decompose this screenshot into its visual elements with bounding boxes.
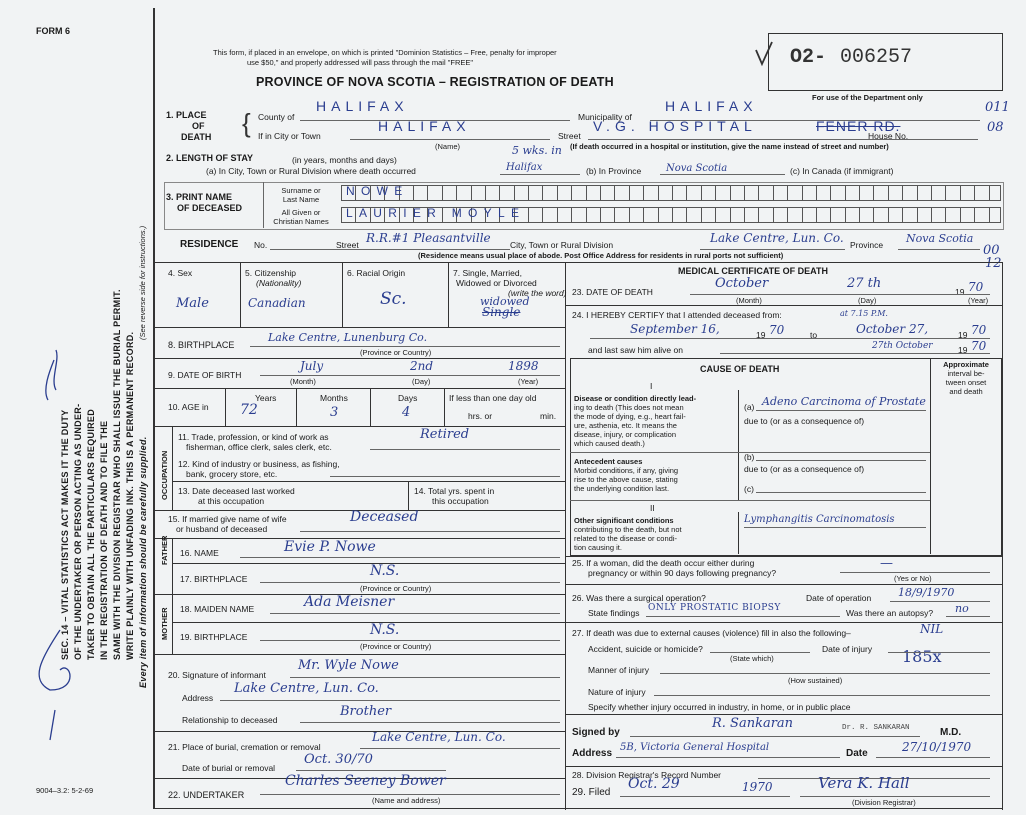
citizenship-value: Canadian	[248, 296, 306, 310]
other-label-2: contributing to the death, but not	[574, 525, 682, 534]
letter-cell	[860, 186, 874, 200]
spouse-label-2: or husband of deceased	[176, 524, 268, 534]
informant-value: Mr. Wyle Nowe	[298, 658, 399, 673]
undertaker-value: Charles Seeney Bower	[285, 773, 446, 789]
spouse-label-1: 15. If married give name of wife	[168, 514, 287, 524]
letter-cell	[615, 208, 629, 222]
form-number: FORM 6	[36, 26, 71, 36]
signer-address-label: Address	[572, 748, 613, 759]
disease-label-3: the mode of dying, e.g., heart fail-	[574, 412, 686, 421]
accident-label: Accident, suicide or homicide?	[588, 644, 703, 654]
specify-label: Specify whether injury occurred in industry, in home, or in public place	[588, 702, 851, 712]
antecedent-label-1: Antecedent causes	[574, 457, 643, 466]
letter-cell	[731, 208, 745, 222]
age-label: 10. AGE in	[168, 402, 209, 412]
name-label-1: 3. PRINT NAME	[166, 192, 233, 202]
department-code-4: 12	[985, 256, 1002, 271]
signer-name: Dr. R. SANKARAN	[842, 724, 910, 732]
interval-label-3: tween onset	[945, 378, 987, 387]
mother-birthplace-label: 19. BIRTHPLACE	[180, 632, 248, 642]
last-seen-value: 27th October	[872, 341, 933, 351]
dob-month-caption: (Month)	[290, 377, 316, 386]
letter-cell	[874, 186, 888, 200]
stay-b-label: (b) In Province	[586, 166, 642, 176]
postal-notice-2: use $50," and properly addressed will pass through the mail "FREE"	[247, 58, 474, 67]
department-code-3: 00	[983, 243, 1000, 258]
name-label-2: OF DECEASED	[177, 203, 243, 213]
sec14-line-1: SEC. 14 – VITAL STATISTICS ACT MAKES IT THE DUTY	[60, 409, 70, 660]
nationality-label: (Nationality)	[256, 278, 302, 288]
stay-b-value: Nova Scotia	[666, 163, 728, 174]
medical-title: MEDICAL CERTIFICATE OF DEATH	[678, 266, 828, 276]
letter-cell	[903, 208, 917, 222]
disease-label-2: ing to death (This does not mean	[574, 403, 684, 412]
md-label: M.D.	[940, 727, 962, 738]
death-year-value: 70	[968, 280, 984, 294]
industry-label-2: bank, grocery store, etc.	[186, 469, 278, 479]
surname-label-2: Last Name	[282, 195, 320, 204]
letter-cell	[759, 186, 773, 200]
racial-origin-label: 6. Racial Origin	[347, 268, 406, 278]
letter-cell	[543, 208, 557, 222]
letter-cell	[975, 186, 989, 200]
father-birthplace-label: 17. BIRTHPLACE	[180, 574, 248, 584]
external-value: NIL	[920, 622, 944, 636]
filed-label: 29. Filed	[572, 787, 611, 798]
letter-cell	[745, 186, 759, 200]
letter-cell	[817, 208, 831, 222]
residence-city-label: City, Town or Rural Division	[510, 240, 614, 250]
external-label: 27. If death was due to external causes (violence) fill in also the following–	[572, 628, 851, 638]
other-label-1: Other significant conditions	[574, 516, 674, 525]
marital-value-widowed: widowed	[480, 295, 530, 308]
stay-c-label: (c) In Canada (if immigrant)	[790, 166, 894, 176]
autopsy-value: no	[955, 602, 969, 615]
filed-month-value: Oct. 29	[628, 776, 680, 792]
letter-cell	[630, 208, 644, 222]
death-day-caption: (Day)	[858, 296, 877, 305]
total-years-label-2: this occupation	[432, 496, 489, 506]
letter-cell	[932, 208, 946, 222]
residence-street-value: R.R.#1 Pleasantville	[366, 231, 491, 245]
stay-sub-label: (in years, months and days)	[292, 155, 397, 165]
attended-from-year: 70	[769, 323, 785, 337]
dob-day: 2nd	[410, 359, 434, 373]
check-mark	[752, 40, 776, 68]
letter-cell	[759, 208, 773, 222]
letter-cell	[529, 208, 543, 222]
letter-cell	[846, 208, 860, 222]
other-label-3: related to the disease or condi-	[574, 534, 677, 543]
father-birthplace-value: N.S.	[370, 563, 400, 579]
county-label: County of	[258, 112, 295, 122]
burial-place-value: Lake Centre, Lun. Co.	[372, 730, 506, 744]
given-label-2: Christian Names	[273, 217, 329, 226]
maiden-name-value: Ada Meisner	[304, 594, 395, 610]
municipality-label: Municipality of	[578, 112, 632, 122]
filed-year-value: 1970	[742, 780, 773, 794]
registrar-signature: Vera K. Hall	[818, 774, 910, 792]
dob-label: 9. DATE OF BIRTH	[168, 370, 242, 380]
form-title: PROVINCE OF NOVA SCOTIA – REGISTRATION OF DEATH	[256, 75, 614, 89]
sex-label: 4. Sex	[168, 268, 193, 278]
letter-cell	[831, 208, 845, 222]
sec14-line-3: TAKER TO OBTAIN ALL THE PARTICULARS REQUIRED	[86, 408, 96, 660]
letter-cell	[443, 186, 457, 200]
cause-title: CAUSE OF DEATH	[700, 364, 780, 374]
surname-label-1: Surname or	[281, 186, 321, 195]
injury-date-value: 185x	[902, 647, 942, 666]
letter-cell	[946, 186, 960, 200]
residence-province-label: Province	[850, 240, 884, 250]
given-name-value: LAURIER MOYLE	[346, 206, 526, 220]
letter-cell	[918, 208, 932, 222]
manner-label: Manner of injury	[588, 665, 649, 675]
sign-date-label: Date	[846, 748, 868, 759]
stay-a-duration: 5 wks. in	[512, 144, 562, 157]
postal-notice-1: This form, if placed in an envelope, on which is printed "Dominion Statistics – Free, penalty for improper	[213, 48, 557, 57]
antecedent-label-2: Morbid conditions, if any, giving	[574, 466, 679, 475]
burial-place-label: 21. Place of burial, cremation or removal	[168, 742, 321, 752]
signature-value: R. Sankaran	[712, 716, 794, 731]
age-days-label: Days	[398, 393, 418, 403]
department-use-label: For use of the Department only	[812, 93, 923, 102]
how-sustained-caption: (How sustained)	[788, 676, 843, 685]
nature-label: Nature of injury	[588, 687, 646, 697]
surname-grid	[341, 185, 1001, 201]
birthplace-caption: (Province or Country)	[360, 348, 432, 357]
age-months-label: Months	[320, 393, 348, 403]
undertaker-label: 22. UNDERTAKER	[168, 790, 245, 800]
letter-cell	[644, 186, 658, 200]
undertaker-caption: (Name and address)	[372, 796, 441, 805]
every-item-note: Every item of information should be carefully supplied.	[138, 436, 148, 688]
death-day-value: 27 th	[847, 276, 882, 291]
place-label: 1. PLACE	[166, 110, 207, 120]
letter-cell	[918, 186, 932, 200]
marital-label-2: Widowed or Divorced	[456, 278, 537, 288]
registrar-caption: (Division Registrar)	[852, 798, 916, 807]
antecedent-label-3: rise to the above cause, stating	[574, 475, 678, 484]
letter-cell	[788, 186, 802, 200]
city-label: If in City or Town	[258, 131, 321, 141]
print-code: 9004–3.2: 5-2-69	[36, 786, 94, 795]
letter-cell	[975, 208, 989, 222]
letter-cell	[515, 186, 529, 200]
letter-cell	[630, 186, 644, 200]
letter-cell	[903, 186, 917, 200]
age-years-value: 72	[240, 402, 258, 418]
age-months-value: 3	[330, 405, 339, 420]
municipality-value: HALIFAX	[665, 98, 758, 114]
state-which-caption: (State which)	[730, 654, 774, 663]
industry-label-1: 12. Kind of industry or business, as fishing,	[178, 459, 340, 469]
stay-label: 2. LENGTH OF STAY	[166, 153, 254, 163]
letter-cell	[486, 186, 500, 200]
letter-cell	[587, 186, 601, 200]
attended-to-year-prefix: 19	[958, 330, 968, 340]
cause-a-value: Adeno Carcinoma of Prostate	[762, 395, 926, 408]
woman-label-2: pregnancy or within 90 days following pregnancy?	[588, 568, 777, 578]
dob-year: 1898	[508, 359, 539, 373]
letter-cell	[529, 186, 543, 200]
dob-day-caption: (Day)	[412, 377, 431, 386]
letter-cell	[572, 208, 586, 222]
street-value: V.G. HOSPITAL	[593, 118, 757, 134]
letter-cell	[615, 186, 629, 200]
operation-label: 26. Was there a surgical operation?	[572, 593, 706, 603]
mother-birthplace-value: N.S.	[370, 622, 400, 638]
age-years-label: Years	[255, 393, 277, 403]
letter-cell	[601, 186, 615, 200]
trade-value: Retired	[420, 427, 470, 442]
letter-cell	[558, 208, 572, 222]
letter-cell	[889, 186, 903, 200]
department-code-1: 011	[985, 100, 1010, 115]
residence-province-value: Nova Scotia	[906, 232, 974, 245]
letter-cell	[673, 208, 687, 222]
letter-cell	[932, 186, 946, 200]
racial-origin-value: Sc.	[380, 289, 407, 309]
letter-cell	[946, 208, 960, 222]
citizenship-label: 5. Citizenship	[245, 268, 297, 278]
informant-address-label: Address	[182, 693, 214, 703]
sec14-line-5: SAME WITH THE DIVISION REGISTRAR WHO SHALL ISSUE THE BURIAL PERMIT.	[112, 289, 122, 660]
less-than-day-label: If less than one day old	[449, 393, 537, 403]
last-worked-label-2: at this occupation	[198, 496, 265, 506]
roman-one: I	[650, 381, 653, 391]
residence-note: (Residence means usual place of abode. Post Office Address for residents in rural ports not sufficient)	[418, 251, 784, 260]
letter-cell	[472, 186, 486, 200]
disease-label-6: which caused death.)	[574, 439, 645, 448]
house-number-label: House No.	[868, 131, 909, 141]
disease-label-1: Disease or condition directly lead-	[574, 394, 697, 403]
signed-by-label: Signed by	[572, 727, 620, 738]
last-seen-year-prefix: 19	[958, 345, 968, 355]
last-worked-label-1: 13. Date deceased last worked	[178, 486, 295, 496]
letter-cell	[687, 186, 701, 200]
dob-month: July	[300, 359, 324, 373]
mother-birthplace-caption: (Province or Country)	[360, 642, 432, 651]
city-name-caption: (Name)	[435, 142, 461, 151]
hours-label: hrs. or	[468, 411, 493, 421]
letter-cell	[745, 208, 759, 222]
hospital-note: (If death occurred in a hospital or institution, give the name instead of street and number)	[570, 142, 889, 151]
injury-date-label: Date of injury	[822, 644, 873, 654]
signer-address-value: 5B, Victoria General Hospital	[620, 742, 770, 753]
interval-label-1: Approximate	[943, 360, 989, 369]
interval-label-4: and death	[949, 387, 983, 396]
letter-cell	[803, 208, 817, 222]
letter-cell	[846, 186, 860, 200]
cause-a-label: (a)	[744, 402, 755, 412]
disease-label-4: ure, asthenia, etc. It means the	[574, 421, 677, 430]
operation-date-value: 18/9/1970	[898, 586, 955, 599]
last-seen-label: and last saw him alive on	[588, 345, 683, 355]
findings-value: ONLY PROSTATIC BIOPSY	[648, 603, 781, 613]
total-years-label-1: 14. Total yrs. spent in	[414, 486, 495, 496]
place-label-of: OF	[192, 121, 205, 131]
attended-from-year-prefix: 19	[756, 330, 766, 340]
antecedent-label-4: the underlying condition last.	[574, 484, 670, 493]
attended-to-year: 70	[971, 323, 987, 337]
margin-rule	[153, 8, 155, 808]
residence-no-label: No.	[254, 240, 268, 250]
sec14-line-2: OF THE UNDERTAKER OR PERSON ACTING AS UNDER-	[73, 403, 83, 660]
letter-cell	[716, 186, 730, 200]
reverse-note: (See reverse side for instructions.)	[138, 225, 147, 340]
letter-cell	[817, 186, 831, 200]
record-number-label: 28. Division Registrar's Record Number	[572, 770, 722, 780]
cause-b-label: (b)	[744, 452, 755, 462]
operation-date-label: Date of operation	[806, 593, 872, 603]
birthplace-value: Lake Centre, Lunenburg Co.	[268, 331, 428, 344]
mother-side-label: MOTHER	[160, 607, 169, 640]
to-label: to	[810, 330, 818, 340]
sec14-line-4: IN THE REGISTRATION OF DEATH AND TO FILE THE	[99, 420, 109, 660]
marital-label-3: (write the word)	[508, 288, 567, 298]
letter-cell	[961, 186, 975, 200]
letter-cell	[874, 208, 888, 222]
letter-cell	[572, 186, 586, 200]
relationship-label: Relationship to deceased	[182, 715, 278, 725]
death-month-caption: (Month)	[736, 296, 762, 305]
trade-label-1: 11. Trade, profession, or kind of work as	[178, 432, 329, 442]
father-name-label: 16. NAME	[180, 548, 219, 558]
letter-cell	[428, 186, 442, 200]
yes-no-caption: (Yes or No)	[894, 574, 932, 583]
letter-cell	[644, 208, 658, 222]
letter-cell	[803, 186, 817, 200]
age-days-value: 4	[402, 405, 411, 420]
spouse-value: Deceased	[350, 509, 419, 525]
roman-two: II	[650, 503, 655, 513]
county-value: HALIFAX	[316, 98, 409, 114]
registration-prefix: O2-	[790, 46, 827, 69]
letter-cell	[558, 186, 572, 200]
birthplace-label: 8. BIRTHPLACE	[168, 340, 235, 350]
letter-cell	[731, 186, 745, 200]
woman-value: —	[880, 556, 893, 571]
letter-cell	[788, 208, 802, 222]
letter-cell	[587, 208, 601, 222]
disease-label-5: disease, injury, or complication	[574, 430, 676, 439]
letter-cell	[860, 208, 874, 222]
street-label: Street	[558, 131, 581, 141]
woman-label-1: 25. If a woman, did the death occur either during	[572, 558, 755, 568]
findings-label: State findings	[588, 608, 640, 618]
letter-cell	[659, 208, 673, 222]
dob-year-caption: (Year)	[518, 377, 539, 386]
letter-cell	[687, 208, 701, 222]
minutes-label: min.	[540, 411, 557, 421]
autopsy-label: Was there an autopsy?	[846, 608, 934, 618]
death-year-caption: (Year)	[968, 296, 989, 305]
letter-cell	[774, 186, 788, 200]
attended-to-value: October 27,	[856, 322, 929, 336]
residence-city-value: Lake Centre, Lun. Co.	[710, 231, 844, 245]
trade-label-2: fisherman, office clerk, sales clerk, etc.	[186, 442, 332, 452]
father-side-label: FATHER	[160, 535, 169, 565]
street-struck: FENER RD.	[816, 118, 901, 134]
other-label-4: tion causing it.	[574, 543, 622, 552]
death-registration-form: FORM 6 SEC. 14 – VITAL STATISTICS ACT MAKES IT THE DUTY OF THE UNDERTAKER OR PERSON ACTING AS UNDER- TAKER TO OBTAIN ALL THE PARTICULARS REQUIRED IN THE REGISTRATION OF DEATH AND TO FILE THE SAME WITH THE DIVISION REGISTRAR WHO SHALL ISSUE THE BURIAL PERMIT. WRITE PLAINLY WITH UNFADING INK. THIS IS A PERMANENT RECORD. Every item of information should be carefully supplied. (See reverse side for instructions.) 9004–3.2: 5-2-69 This form, if placed in an envelope, on which is printed "Dominion Statistics – Free, penalty for improper use $50," and properly addressed will pass through the mail "FREE" PROVINCE OF NOVA SCOTIA – REGISTRATION OF DEATH O2- 006257 For use of the Department only 011 08 00 12 1. PLACE OF DEATH { County of HALIFAX Municipality of HALIFAX If in City or Town HALIFAX (Name) Street V.G. HOSPITAL FENER RD. House No. (If death occurred in a hospital or institution, give the name instead of street and number) 2. LENGTH OF STAY (in years, months and days) (a) In City, Town or Rural Division where death occurred 5 wks. in Halifax (b) In Province Nova Scotia (c) In Canada (if immigrant) 3. PRINT NAME OF DECEASED Surname or Last Name All Given or Christian Names NOWE LAURIER MOYLE RESIDENCE No. Street R.R.#1 Pleasantville City, Town or Rural Division Lake Centre, Lun. Co. Province Nova Scotia (Residence means usual place of abode. Post Office Address for residents in rural ports not sufficient) 4. Sex Male 5. Citizenship (Nationality) Canadian 6. Racial Origin Sc. 7. Single, Married, Widowed or Divorced (write the word) widowed Single 8. BIRTHPLACE Lake Centre, Lunenburg Co. (Province or Country) 9. DATE OF BIRTH July 2nd 1898 (Month) (Day) (Year) 10. AGE in Years 72 Months 3 Days 4 If less than one day old hrs. or min. OCCUPATION 11. Trade, profession, or kind of work as fisherman, office clerk, sales clerk, etc. Retired 12. Kind of industry or business, as fishing, bank, grocery store, etc. 13. Date deceased last worked at this occupation 14. Total yrs. spent in this occupation 15. If married give name of wife or husband of deceased Deceased FATHER 16. NAME Evie P. Nowe 17. BIRTHPLACE N.S. (Province or Country) MOTHER 18. MAIDEN NAME Ada Meisner 19. BIRTHPLACE N.S. (Province or Country) 20. Signature of informant Mr. Wyle Nowe Address Lake Centre, Lun. Co. Relationship to deceased Brother 21. Place of burial, cremation or removal Lake Centre, Lun. Co. Date of burial or removal Oct. 30/70 22. UNDERTAKER Charles Seeney Bower (Name and address) MEDICAL CERTIFICATE OF DEATH 23. DATE OF DEATH October 27 th 19 70 (Month) (Day) (Year) 24. I HEREBY CERTIFY that I attended deceased from: at 7.15 P.M. September 16, 19 70 to October 27, 19 70 and last saw him alive on 27th October 19 70 CAUSE OF DEATH Approximate interval be- tween onset and death I Disease or condition directly lead- ing to death (This does not mean the mode of dying, e.g., heart fail- ure, asthenia, etc. It means the disease, injury, or complication which caused death.) (a) Adeno Carcinoma of Prostate due to (or as a consequence of) Antecedent causes Morbid conditions, if any, giving rise to the above cause, stating the underlying condition last. (b) due to (or as a consequence of) (c) II Other significant conditions contributing to the death, but not related to the disease or condi- tion causing it. Lymphangitis Carcinomatosis 25. If a woman, did the death occur either during pregnancy or within 90 days following pregnancy? — (Yes or No) 26. Was there a surgical operation? Date of operation 18/9/1970 State findings ONLY PROSTATIC BIOPSY Was there an autopsy? no 27. If death was due to external causes (violence) fill in also the following– NIL Accident, suicide or homicide? Date of injury 185x (State which) Manner of injury (How sustained) Nature of injury Specify whether injury occurred in industry, in home, or in public place Signed by R. Sankaran Dr. R. SANKARAN M.D. Address 5B, Victoria General Hospital Date 27/10/1970 28. Division Registrar's Record Number 29. Filed Oct. 29 1970 Vera K. Hall (Division Registrar)	[0, 0, 1026, 815]
attended-from-value: September 16,	[630, 322, 720, 336]
letter-cell	[659, 186, 673, 200]
letter-cell	[500, 186, 514, 200]
department-code-2: 08	[987, 120, 1004, 135]
letter-cell	[543, 186, 557, 200]
sec14-line-6: WRITE PLAINLY WITH UNFADING INK. THIS IS A PERMANENT RECORD.	[125, 331, 135, 660]
sign-date-value: 27/10/1970	[902, 740, 972, 754]
father-birthplace-caption: (Province or Country)	[360, 584, 432, 593]
interval-label-2: interval be-	[947, 369, 985, 378]
relationship-value: Brother	[340, 704, 392, 719]
burial-date-value: Oct. 30/70	[304, 752, 373, 767]
time-note: at 7.15 P.M.	[840, 309, 888, 318]
death-month-value: October	[715, 276, 769, 291]
letter-cell	[702, 186, 716, 200]
surname-value: NOWE	[346, 184, 409, 198]
city-value: HALIFAX	[378, 118, 471, 134]
margin-scribble	[20, 330, 80, 750]
given-label-1: All Given or	[281, 208, 321, 217]
marital-label-1: 7. Single, Married,	[453, 268, 522, 278]
letter-cell	[961, 208, 975, 222]
informant-address-value: Lake Centre, Lun. Co.	[234, 681, 379, 696]
death-year-prefix: 19	[955, 287, 965, 297]
residence-label: RESIDENCE	[180, 239, 239, 250]
stay-a-label: (a) In City, Town or Rural Division where death occurred	[206, 166, 416, 176]
maiden-name-label: 18. MAIDEN NAME	[180, 604, 255, 614]
letter-cell	[716, 208, 730, 222]
letter-cell	[702, 208, 716, 222]
father-name-value: Evie P. Nowe	[284, 539, 376, 555]
burial-date-label: Date of burial or removal	[182, 763, 276, 773]
stay-a-value: Halifax	[506, 162, 543, 173]
other-condition-value: Lymphangitis Carcinomatosis	[744, 514, 895, 525]
due-to-2: due to (or as a consequence of)	[744, 464, 865, 474]
last-seen-year: 70	[971, 339, 987, 353]
letter-cell	[889, 208, 903, 222]
place-label-death: DEATH	[181, 132, 212, 142]
sex-value: Male	[176, 296, 209, 311]
marital-value-single: Single	[482, 305, 521, 319]
informant-label: 20. Signature of informant	[168, 670, 266, 680]
certify-label: 24. I HEREBY CERTIFY that I attended deceased from:	[572, 310, 782, 320]
cause-c-label: (c)	[744, 484, 754, 494]
letter-cell	[774, 208, 788, 222]
letter-cell	[414, 186, 428, 200]
letter-cell	[831, 186, 845, 200]
letter-cell	[601, 208, 615, 222]
letter-cell	[457, 186, 471, 200]
residence-street-label: Street	[336, 240, 359, 250]
due-to-1: due to (or as a consequence of)	[744, 416, 865, 426]
date-of-death-label: 23. DATE OF DEATH	[572, 287, 653, 297]
occupation-side-label: OCCUPATION	[160, 450, 169, 500]
registration-number: 006257	[840, 46, 913, 69]
letter-cell	[673, 186, 687, 200]
